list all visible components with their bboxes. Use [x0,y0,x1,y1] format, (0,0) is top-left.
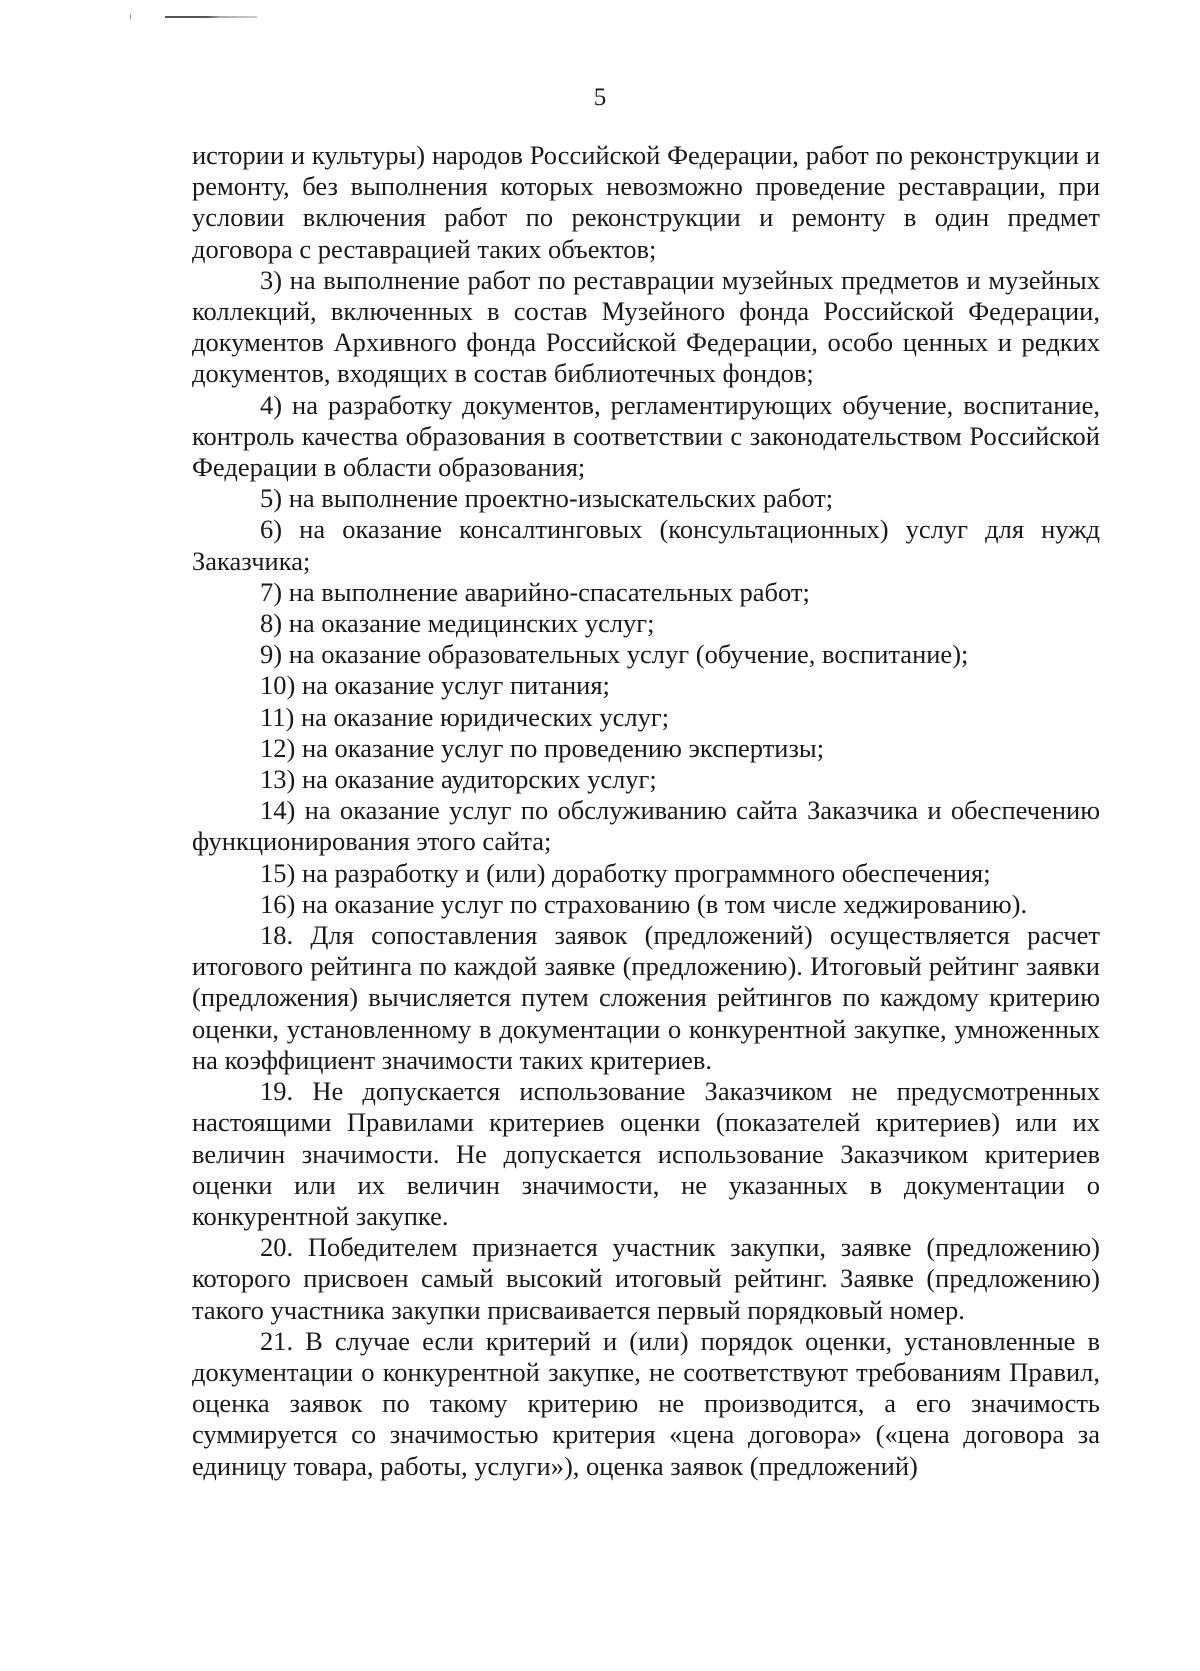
list-item-6: 6) на оказание консалтинговых (консультационных) услуг для нужд Заказчика; [192,514,1100,576]
scan-artifact-dot [130,14,131,19]
list-item-4: 4) на разработку документов, регламентирующих обучение, воспитание, контроль качества образования в соответствии с законодательством Российской Федерации в области образования; [192,389,1100,483]
clause-19: 19. Не допускается использование Заказчиком не предусмотренных настоящими Правилами критериев оценки (показателей критериев) или их величин значимости. Не допускается использование Заказчиком критериев оценки или их величин значимости, не указанных в документации о конкурентной закупке. [192,1076,1100,1231]
scan-artifact-line [165,16,257,18]
list-item-10: 10) на оказание услуг питания; [260,670,610,701]
document-body [192,140,1100,1482]
clause-21: 21. В случае если критерий и (или) порядок оценки, установленные в документации о конкурентной закупке, не соответствуют требованиям Правил, оценка заявок по такому критерию не производится, а его значимость суммируется со значимостью критерия «цена договора» («цена договора за единицу товара, работы, услуги»), оценка заявок (предложений) [192,1325,1100,1481]
clause-18: 18. Для сопоставления заявок (предложений) осуществляется расчет итогового рейтинга по каждой заявке (предложению). Итоговый рейтинг заявки (предложения) вычисляется путем сложения рейтингов по каждому критерию оценки, установленному в документации о конкурентной закупке, умноженных на коэффициент значимости таких критериев. [192,920,1100,1075]
page-number: 5 [593,84,607,111]
list-item-15: 15) на разработку и (или) доработку программного обеспечения; [260,857,991,888]
clause-20: 20. Победителем признается участник закупки, заявке (предложению) которого присвоен самый высокий итоговый рейтинг. Заявке (предложению) такого участника закупки присваивается первый порядковый номер. [192,1232,1100,1325]
list-item-5: 5) на выполнение проектно-изыскательских работ; [260,483,834,514]
list-item-12: 12) на оказание услуг по проведению экспертизы; [260,732,825,763]
list-item-14: 14) на оказание услуг по обслуживанию сайта Заказчика и обеспечению функционирования этого сайта; [192,795,1100,857]
list-item-11: 11) на оказание юридических услуг; [260,701,670,732]
list-item-3: 3) на выполнение работ по реставрации музейных предметов и музейных коллекций, включенных в состав Музейного фонда Российской Федерации, документов Архивного фонда Российской Федерации, особо ценных и редких документов, входящих в состав библиотечных фондов; [192,264,1100,389]
list-item-9: 9) на оказание образовательных услуг (обучение, воспитание); [260,639,969,670]
list-item-13: 13) на оказание аудиторских услуг; [260,764,657,795]
list-item-7: 7) на выполнение аварийно-спасательных работ; [260,576,810,607]
list-item-16: 16) на оказание услуг по страхованию (в том числе хеджированию). [260,888,1028,919]
list-item-8: 8) на оказание медицинских услуг; [260,608,655,639]
paragraph-continuation: истории и культуры) народов Российской Федерации, работ по реконструкции и ремонту, без выполнения которых невозможно проведение реставрации, при условии включения работ по реконструкции и ремонту в один предмет договора с реставрацией таких объектов; [192,140,1100,264]
